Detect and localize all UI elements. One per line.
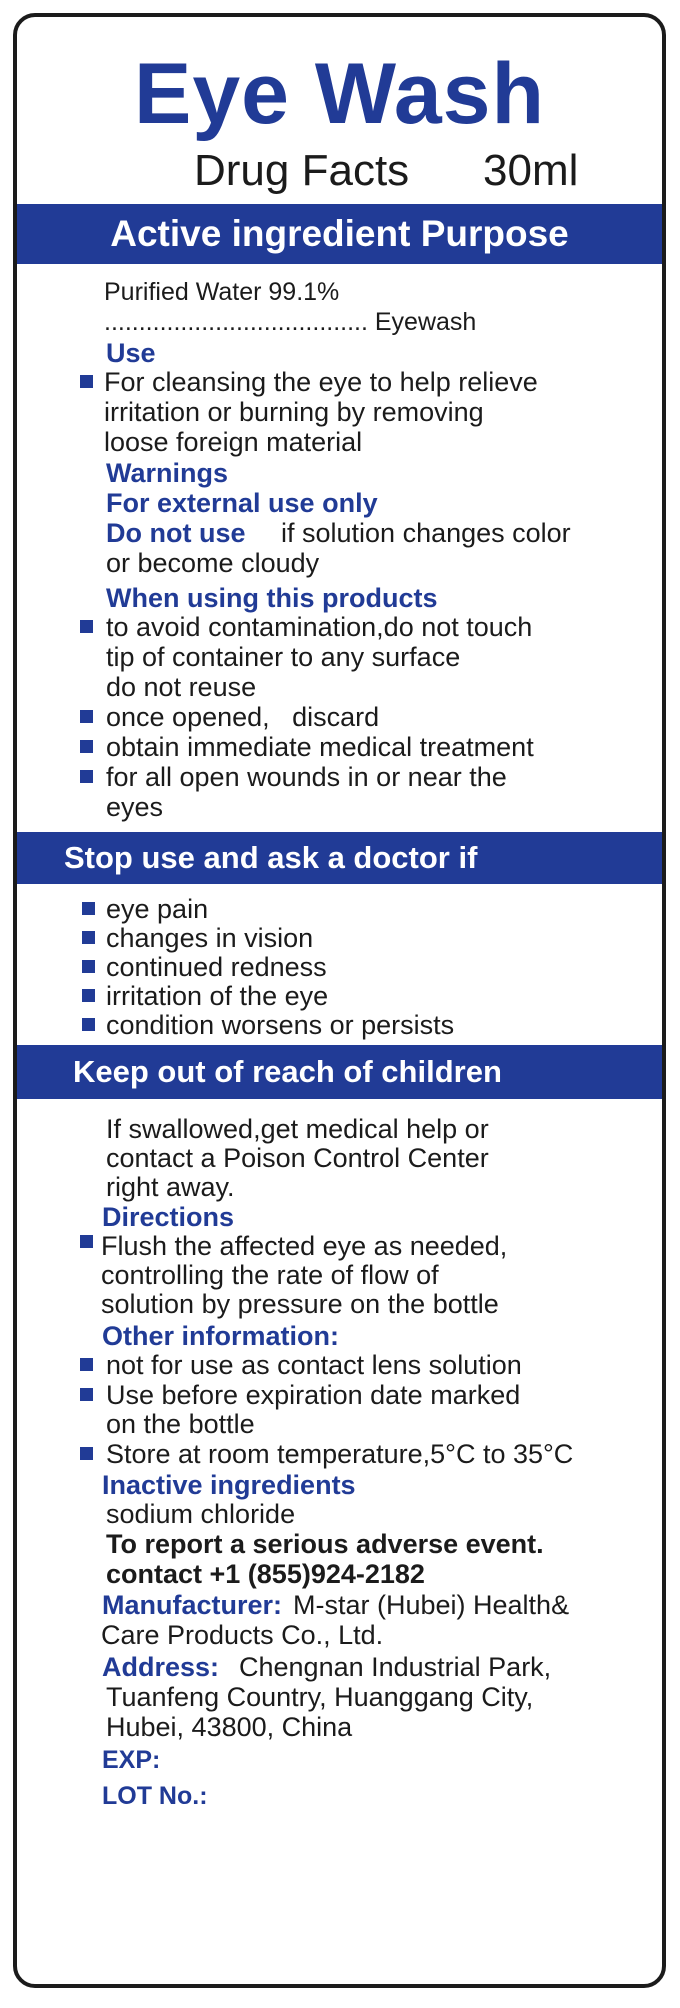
warnings-heading: Warnings: [106, 458, 229, 488]
product-title: Eye Wash: [133, 46, 546, 142]
bullet-square-icon: [80, 770, 93, 783]
address-line: Tuanfeng Country, Huanggang City,: [106, 1682, 534, 1712]
stop-use-band: [17, 832, 662, 884]
warning-item-line: obtain immediate medical treatment: [106, 732, 534, 762]
do-not-use-text: if solution changes color: [281, 518, 571, 548]
keep-out-band: [17, 1045, 662, 1099]
volume-label: 30ml: [483, 146, 579, 195]
active-ingredient-band: [17, 204, 662, 264]
use-text-line: loose foreign material: [104, 427, 363, 457]
stop-item: eye pain: [106, 894, 209, 924]
other-info-item: not for use as contact lens solution: [106, 1350, 522, 1380]
warning-item-line: tip of container to any surface: [106, 642, 461, 672]
bullet-square-icon: [80, 1235, 93, 1248]
bullet-square-icon: [80, 740, 93, 753]
lot-label: LOT No.:: [102, 1782, 208, 1810]
use-text-line: For cleansing the eye to help relieve: [104, 367, 538, 397]
address-label: Address:: [102, 1652, 220, 1682]
directions-heading: Directions: [102, 1202, 235, 1232]
directions-text: Flush the affected eye as needed,: [101, 1231, 508, 1261]
bullet-square-icon: [80, 710, 93, 723]
active-ingredient-text: Purified Water 99.1%: [104, 278, 340, 306]
when-using-heading: When using this products: [106, 583, 438, 613]
other-info-item: Store at room temperature,5°C to 35°C: [106, 1439, 574, 1469]
warning-item-line: eyes: [106, 792, 164, 822]
bullet-square-icon: [82, 931, 95, 944]
external-use-heading: For external use only: [106, 488, 378, 518]
do-not-use-label: Do not use: [106, 518, 246, 548]
purpose-line: ...................................... Eyewash: [104, 308, 477, 336]
stop-item: condition worsens or persists: [106, 1010, 455, 1040]
keep-out-heading: Keep out of reach of children: [73, 1054, 502, 1089]
active-ingredient-heading: Active ingredient Purpose: [110, 213, 569, 254]
warning-item-line: to avoid contamination,do not touch: [106, 612, 533, 642]
stop-item: changes in vision: [106, 923, 314, 953]
address-line: Hubei, 43800, China: [106, 1712, 353, 1742]
bullet-square-icon: [82, 1018, 95, 1031]
stop-use-heading: Stop use and ask a doctor if: [64, 840, 478, 875]
adverse-event-phone: contact +1 (855)924-2182: [106, 1559, 425, 1589]
manufacturer-label: Manufacturer:: [102, 1590, 283, 1620]
use-text-line: irritation or burning by removing: [104, 397, 484, 427]
warning-item-line: do not reuse: [106, 672, 257, 702]
directions-text: controlling the rate of flow of: [101, 1260, 439, 1290]
bullet-square-icon: [82, 902, 95, 915]
exp-label: EXP:: [102, 1746, 161, 1774]
warning-item-line: for all open wounds in or near the: [106, 762, 507, 792]
other-info-heading: Other information:: [102, 1321, 339, 1351]
stop-item: irritation of the eye: [106, 981, 329, 1011]
bullet-square-icon: [82, 989, 95, 1002]
drug-facts-label: [13, 13, 666, 1988]
bullet-square-icon: [80, 1358, 93, 1371]
bullet-square-icon: [80, 375, 93, 388]
address-line: Chengnan Industrial Park,: [239, 1652, 552, 1682]
bullet-square-icon: [80, 620, 93, 633]
inactive-ingredients-heading: Inactive ingredients: [102, 1470, 356, 1500]
manufacturer-name: M-star (Hubei) Health&: [293, 1590, 570, 1620]
manufacturer-name: Care Products Co., Ltd.: [101, 1620, 384, 1650]
directions-text: solution by pressure on the bottle: [101, 1289, 499, 1319]
stop-item: continued redness: [106, 952, 327, 982]
other-info-item: Use before expiration date marked: [106, 1380, 521, 1410]
keep-out-text: contact a Poison Control Center: [106, 1143, 489, 1173]
inactive-ingredients-value: sodium chloride: [106, 1499, 296, 1529]
keep-out-text: If swallowed,get medical help or: [106, 1114, 489, 1144]
other-info-item: on the bottle: [106, 1409, 255, 1439]
adverse-event-line: To report a serious adverse event.: [106, 1529, 544, 1559]
use-heading: Use: [106, 338, 156, 368]
bullet-square-icon: [82, 960, 95, 973]
keep-out-text: right away.: [106, 1172, 235, 1202]
drug-facts-subtitle: Drug Facts: [194, 146, 410, 195]
bullet-square-icon: [80, 1388, 93, 1401]
do-not-use-text: or become cloudy: [106, 548, 320, 578]
warning-item-line: once opened, discard: [106, 702, 380, 732]
bullet-square-icon: [80, 1447, 93, 1460]
